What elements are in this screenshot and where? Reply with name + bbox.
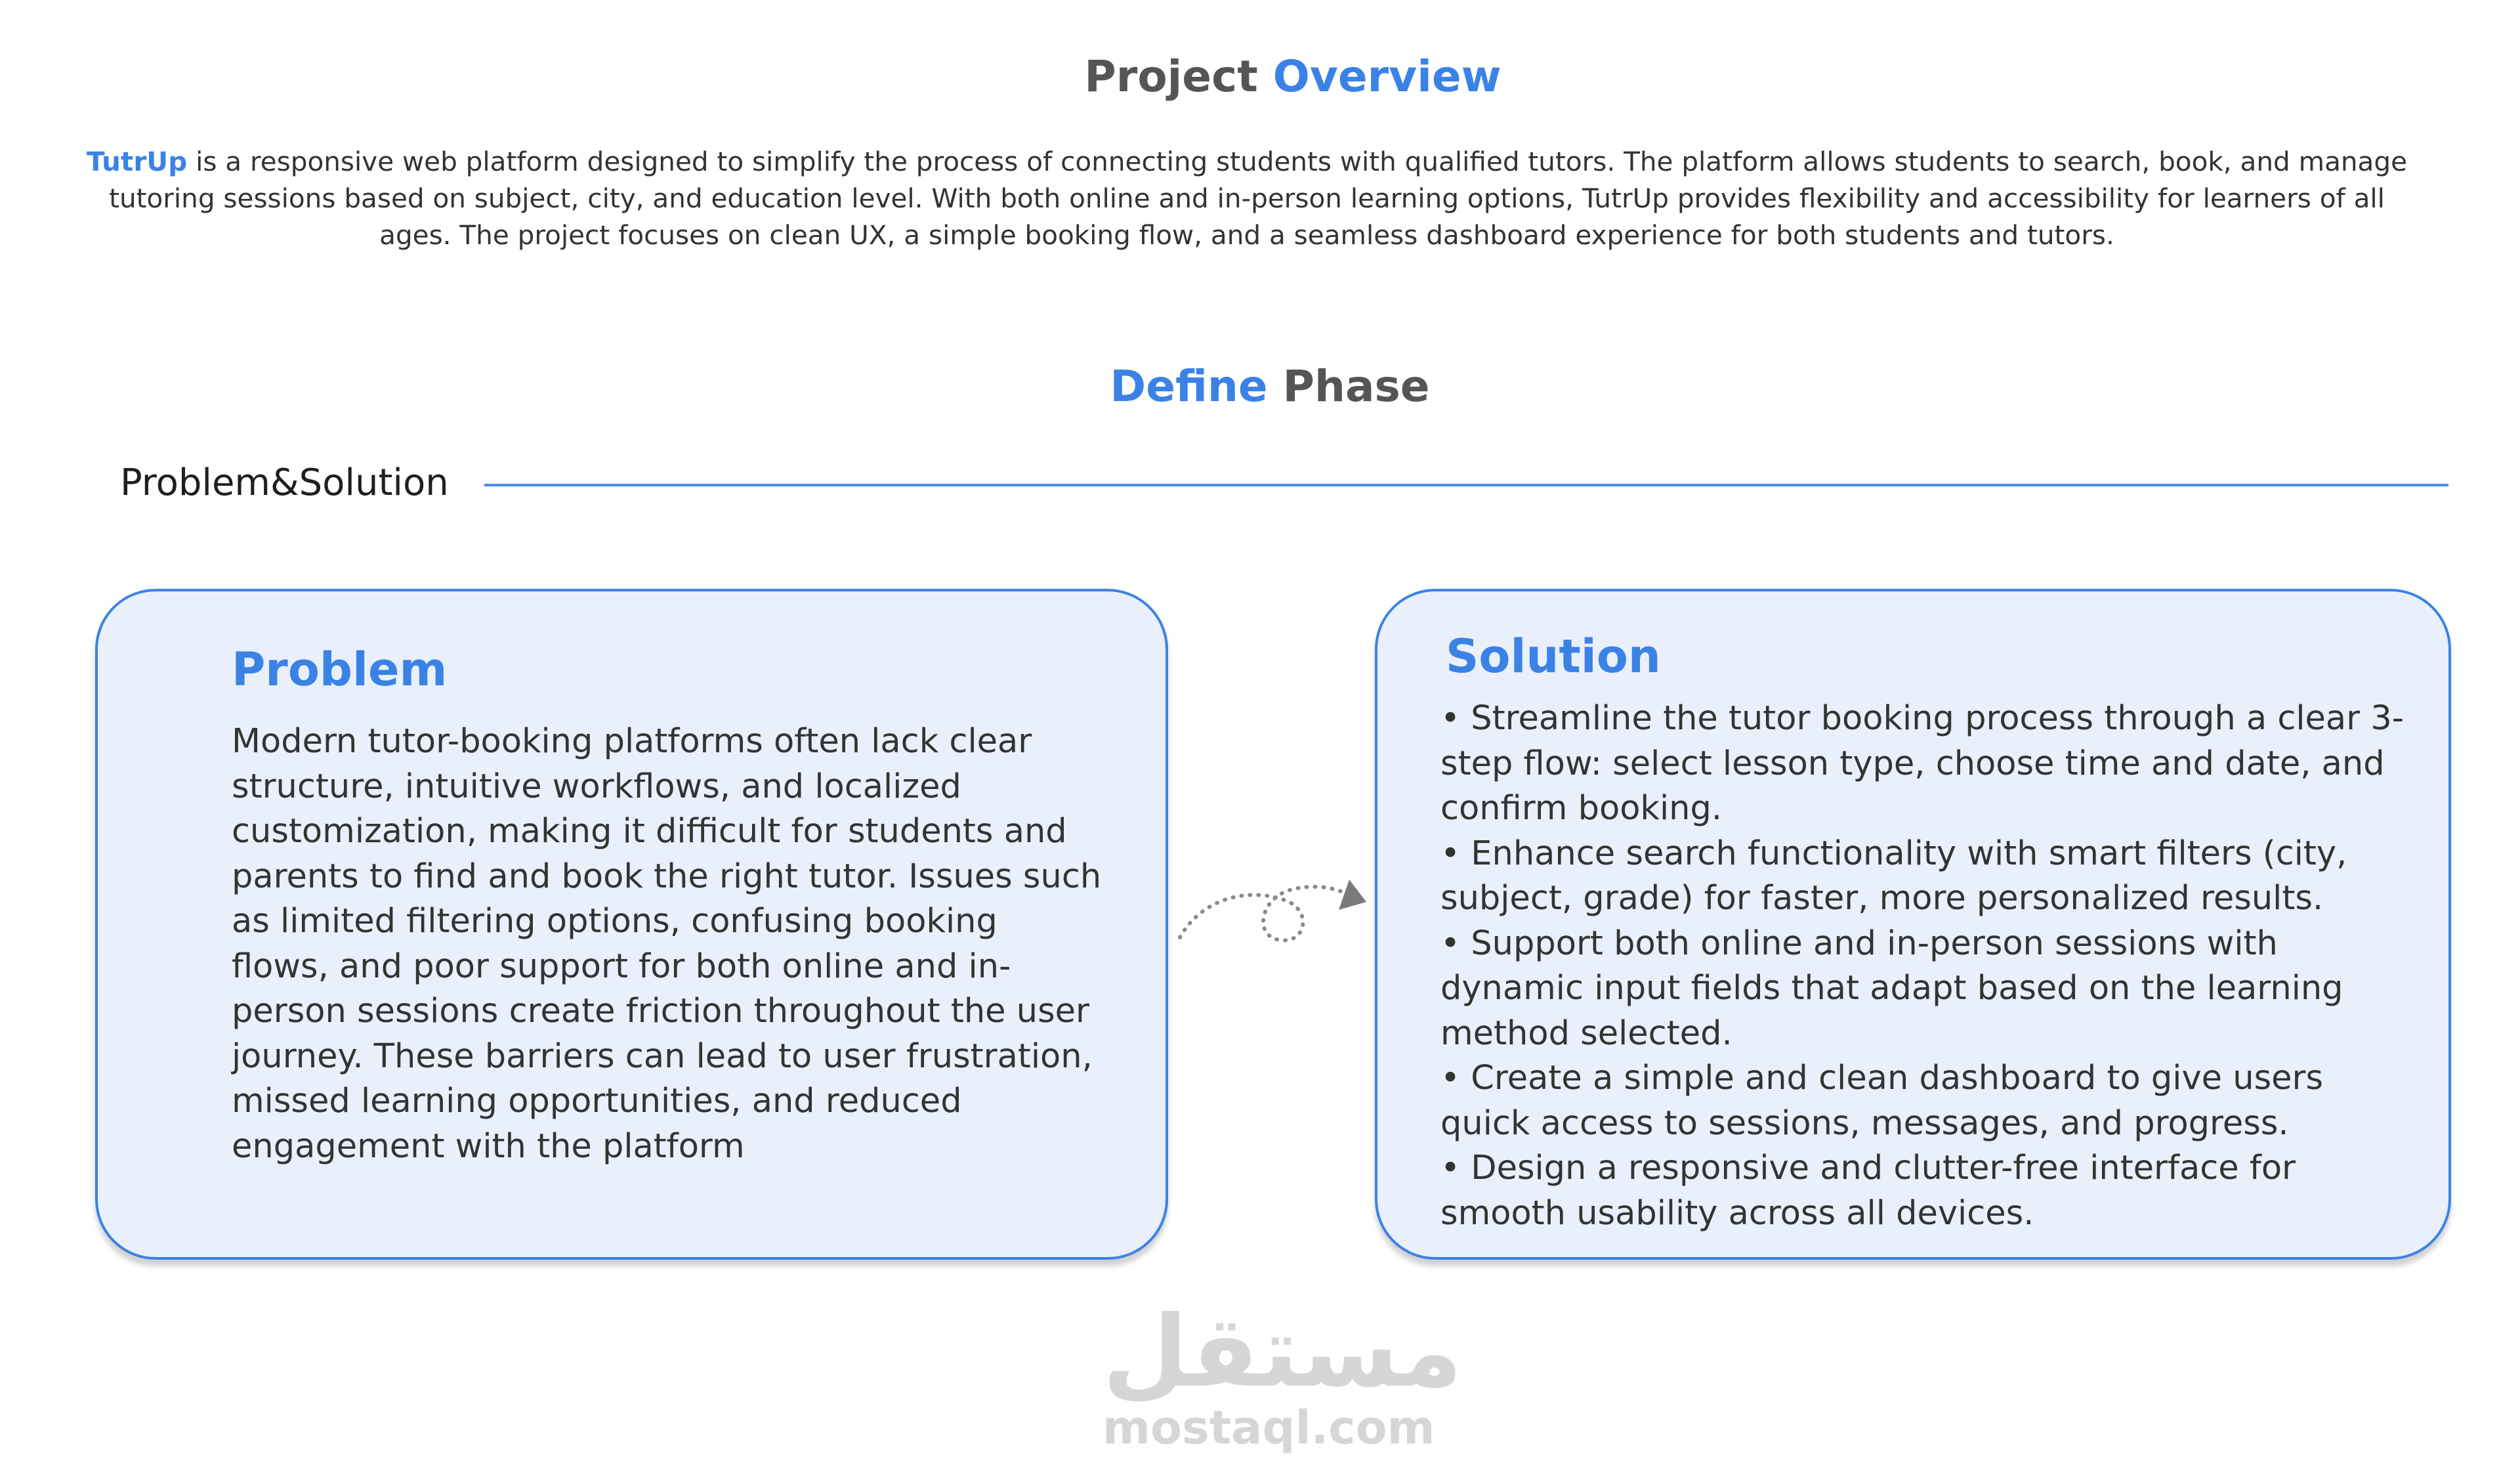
define-title-part2: Phase <box>1267 361 1430 412</box>
solution-bullet: • Enhance search functionality with smart filters (city, subject, grade) for faster, more personalized results. <box>1440 834 2347 918</box>
solution-card <box>1375 589 2451 1260</box>
brand-name: TutrUp <box>86 146 188 177</box>
define-phase-title <box>0 361 2520 412</box>
solution-body <box>1440 696 2412 1236</box>
overview-title-part2: Overview <box>1272 51 1502 102</box>
solution-bullet: • Streamline the tutor booking process through a clear 3-step flow: select lesson type, choose time and date, and confirm booking. <box>1440 699 2404 828</box>
overview-title-part1: Project <box>1084 51 1273 102</box>
problem-heading: Problem <box>232 643 448 696</box>
watermark-arabic: مستقل <box>1102 1295 1463 1409</box>
watermark-latin: mostaql.com <box>1102 1401 1435 1455</box>
solution-bullet: • Design a responsive and clutter-free interface for smooth usability across all devices. <box>1440 1149 2296 1233</box>
curly-arrow-icon <box>1175 860 1372 952</box>
overview-description <box>79 143 2415 253</box>
define-title-part1: Define <box>1110 361 1268 412</box>
solution-bullet: • Create a simple and clean dashboard to give users quick access to sessions, messages, and progress. <box>1440 1059 2324 1143</box>
project-overview-title <box>0 51 2520 102</box>
section-divider <box>484 484 2448 486</box>
problem-card <box>95 589 1168 1260</box>
section-label: Problem&Solution <box>120 461 449 504</box>
solution-heading: Solution <box>1446 630 1661 683</box>
mostaql-watermark <box>1102 1295 1463 1457</box>
overview-description-text: is a responsive web platform designed to simplify the process of connecting students with qualified tutors. The platform allows students to search, book, and manage tutoring sessions based on subject, city, and education level. With both online and in-person learning options, TutrUp provides flexibility and accessibility for learners of all ages. The project focuses on clean UX, a simple booking flow, and a seamless dashboard experience for both students and tutors. <box>109 146 2408 251</box>
problem-body: Modern tutor-booking platforms often lack clear structure, intuitive workflows, and localized customization, making it difficult for students and parents to find and book the right tutor. Issues such as limited filtering options, confusing booking flows, and poor support for both online and in-person sessions create friction throughout the user journey. These barriers can lead to user frustration, missed learning opportunities, and reduced engagement with the platform <box>232 722 1102 1166</box>
solution-bullet: • Support both online and in-person sessions with dynamic input fields that adapt based on the learning method selected. <box>1440 924 2343 1053</box>
